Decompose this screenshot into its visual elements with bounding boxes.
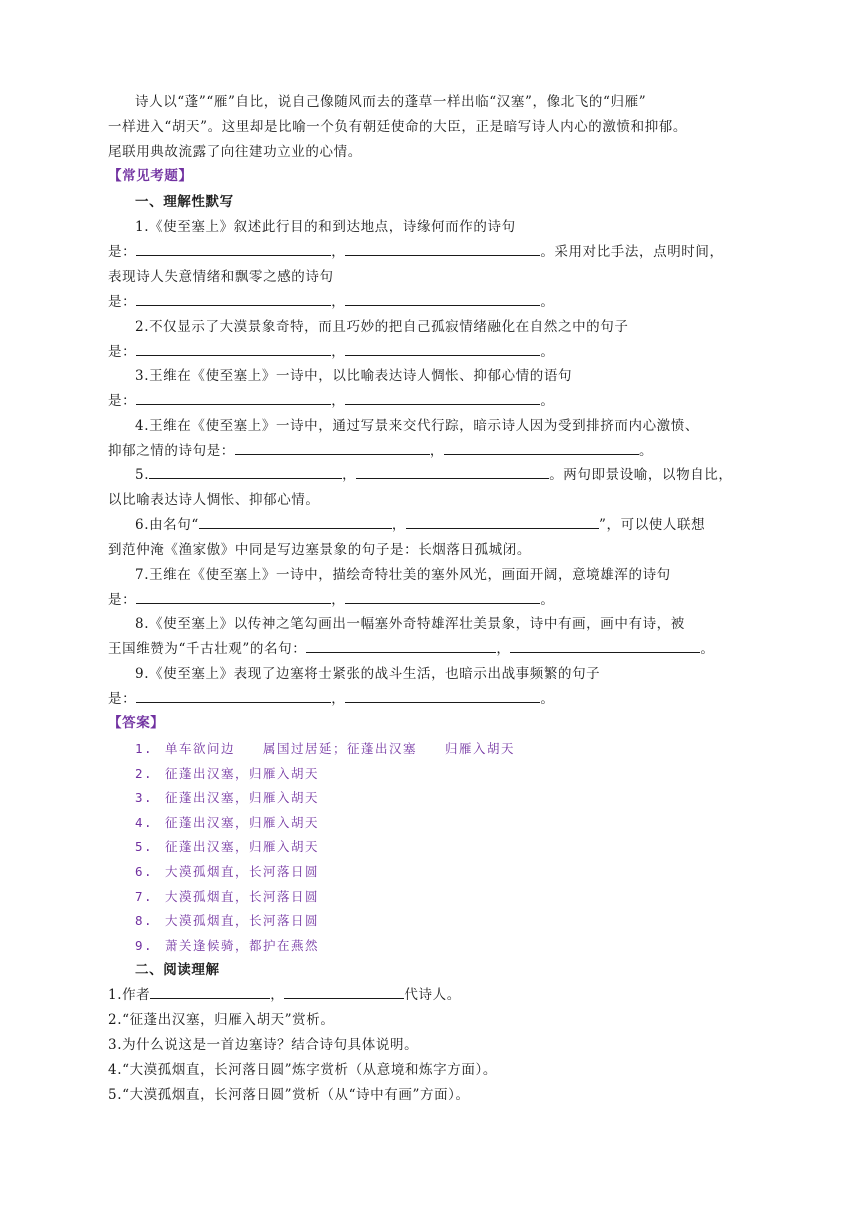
intro-line-1: 诗人以“蓬”“雁”自比，说自己像随风而去的蓬草一样出临“汉塞”，像北飞的“归雁” [135, 94, 647, 110]
answer-heading: 【答案】 [108, 715, 165, 731]
q2-blank-1[interactable] [136, 341, 331, 356]
q9-line-1: 9.《使至塞上》表现了边塞将士紧张的战斗生活，也暗示出战事频繁的句子 [135, 666, 601, 682]
q5-blank-2[interactable] [356, 464, 549, 479]
answer-item [135, 834, 783, 859]
q5-line-1 [135, 463, 733, 483]
q5-line-2: 以比喻表达诗人惆怅、抑郁心情。 [108, 492, 320, 508]
q4-comma: ， [429, 443, 445, 459]
answer-text: 大漠孤烟直，长河落日圆 [165, 888, 320, 904]
q6-line-1 [135, 513, 705, 533]
answer-number: 3. [135, 790, 154, 806]
q3-prefix: 是： [108, 393, 137, 409]
reading-q3: 3.为什么说这是一首边塞诗？结合诗句具体说明。 [108, 1037, 419, 1053]
q6-blank-2[interactable] [406, 514, 599, 529]
q9-suffix: 。 [540, 691, 555, 707]
answer-item [135, 908, 783, 933]
answer-text: 征蓬出汉塞，归雁入胡天 [165, 765, 320, 781]
q8-blank-2[interactable] [510, 638, 700, 653]
q5-suffix: 。两句即景设喻，以物自比， [549, 467, 733, 483]
reading-q1-prefix: 1.作者 [108, 987, 151, 1003]
q1-comma-2: ， [331, 294, 346, 310]
q7-suffix: 。 [540, 592, 555, 608]
q9-line-2 [108, 687, 554, 707]
reading-q4: 4.“大漠孤烟直，长河落日圆”炼字赏析（从意境和炼字方面）。 [108, 1062, 497, 1078]
answer-number: 8. [135, 913, 154, 929]
q7-blank-2[interactable] [345, 589, 540, 604]
q8-blank-1[interactable] [306, 638, 496, 653]
q1-blank-4[interactable] [345, 291, 540, 306]
answer-number: 2. [135, 765, 154, 781]
q6-line-2: 到范仲淹《渔家傲》中同是写边塞景象的句子是：长烟落日孤城闭。 [108, 542, 531, 558]
q4-blank-2[interactable] [444, 440, 639, 455]
answer-item [135, 884, 783, 909]
q4-blank-1[interactable] [235, 440, 430, 455]
reading-q1-blank-1[interactable] [150, 984, 270, 999]
reading-q1 [108, 983, 461, 1003]
answer-text: 大漠孤烟直，长河落日圆 [165, 864, 320, 879]
q2-line-2 [108, 340, 554, 360]
answer-number: 1. [135, 741, 154, 756]
q9-blank-1[interactable] [136, 688, 331, 703]
q2-blank-2[interactable] [345, 341, 540, 356]
q3-blank-1[interactable] [136, 390, 331, 405]
intro-line-3: 尾联用典故流露了向往建功立业的心情。 [108, 144, 362, 160]
reading-q1-suffix: 代诗人。 [404, 987, 461, 1003]
q2-prefix: 是： [108, 344, 137, 360]
answer-number: 9. [135, 937, 154, 953]
answer-number: 7. [135, 888, 154, 904]
answer-item [135, 859, 783, 884]
q8-line-2 [108, 637, 715, 657]
answer-item [135, 933, 783, 958]
q4-prefix: 抑郁之情的诗句是： [108, 443, 235, 459]
q1-prefix-2: 是： [108, 294, 137, 310]
common-questions-heading: 【常见考题】 [108, 168, 193, 184]
reading-q1-comma: ， [270, 987, 285, 1003]
section-2-title: 二、阅读理解 [135, 962, 220, 978]
q2-suffix: 。 [540, 344, 555, 360]
answer-item [135, 736, 783, 761]
reading-q2: 2.“征蓬出汉塞，归雁入胡天”赏析。 [108, 1012, 335, 1028]
answer-text: 征蓬出汉塞，归雁入胡天 [165, 839, 320, 855]
q5-blank-1[interactable] [149, 464, 342, 479]
q4-line-1: 4.王维在《使至塞上》一诗中，通过写景来交代行踪，暗示诗人因为受到排挤而内心激愤、 [135, 418, 699, 434]
answer-text: 单车欲问边 属国过居延；征蓬出汉塞 归雁入胡天 [165, 741, 516, 756]
q7-line-2 [108, 588, 554, 608]
q6-suffix: ”，可以使人联想 [599, 517, 706, 533]
q1-line-1: 1.《使至塞上》叙述此行目的和到达地点，诗缘何而作的诗句 [135, 219, 516, 235]
q1-blank-1[interactable] [136, 241, 331, 256]
q3-line-2 [108, 389, 554, 409]
q5-prefix: 5. [135, 467, 150, 483]
q9-prefix: 是： [108, 691, 137, 707]
intro-line-2: 一样进入“胡天”。这里却是比喻一个负有朝廷使命的大臣，正是暗写诗人内心的激愤和抑郁。 [108, 119, 688, 135]
q1-suffix-2: 。 [540, 294, 555, 310]
q7-line-1: 7.王维在《使至塞上》一诗中，描绘奇特壮美的塞外风光，画面开阔，意境雄浑的诗句 [135, 567, 671, 583]
q3-comma: ， [331, 393, 346, 409]
answer-text: 征蓬出汉塞，归雁入胡天 [165, 814, 320, 830]
q9-comma: ， [331, 691, 346, 707]
section-1-title: 一、理解性默写 [135, 194, 234, 210]
q9-blank-2[interactable] [345, 688, 540, 703]
q6-prefix: 6.由名句“ [135, 517, 199, 533]
q7-blank-1[interactable] [136, 589, 331, 604]
q1-blank-2[interactable] [345, 241, 540, 256]
q8-prefix: 王国维赞为“千古壮观”的名句： [108, 641, 307, 657]
reading-q1-blank-2[interactable] [284, 984, 404, 999]
q7-prefix: 是： [108, 592, 137, 608]
q8-comma: ， [496, 641, 511, 657]
q1-line-2 [108, 240, 724, 260]
q3-blank-2[interactable] [345, 390, 540, 405]
q2-comma: ， [331, 344, 346, 360]
q8-suffix: 。 [700, 641, 715, 657]
answer-text: 大漠孤烟直，长河落日圆 [165, 913, 320, 929]
q3-line-1: 3.王维在《使至塞上》一诗中，以比喻表达诗人惆怅、抑郁心情的语句 [135, 368, 573, 384]
q4-suffix: 。 [639, 443, 654, 459]
answer-number: 6. [135, 864, 154, 879]
q1-prefix: 是： [108, 244, 137, 260]
q7-comma: ， [331, 592, 346, 608]
answer-item [135, 810, 783, 835]
reading-q5: 5.“大漠孤烟直，长河落日圆”赏析（从“诗中有画”方面）。 [108, 1087, 470, 1103]
q2-line-1: 2.不仅显示了大漠景象奇特，而且巧妙的把自己孤寂情绪融化在自然之中的句子 [135, 319, 629, 335]
q1-suffix: 。采用对比手法，点明时间， [540, 244, 724, 260]
q6-comma: ， [391, 517, 406, 533]
q8-line-1: 8.《使至塞上》以传神之笔勾画出一幅塞外奇特雄浑壮美景象，诗中有画，画中有诗，被 [135, 616, 685, 632]
q6-blank-1[interactable] [199, 514, 392, 529]
q3-suffix: 。 [540, 393, 555, 409]
answer-item [135, 785, 783, 810]
q1-line-4 [108, 290, 554, 310]
answer-text: 萧关逢候骑，都护在燕然 [165, 937, 320, 953]
q5-comma: ， [342, 467, 357, 483]
q4-line-2 [108, 439, 653, 459]
q1-blank-3[interactable] [136, 291, 331, 306]
q1-comma: ， [331, 244, 346, 260]
answer-item [135, 761, 783, 786]
q1-line-3: 表现诗人失意情绪和飘零之感的诗句 [108, 269, 334, 285]
answer-text: 征蓬出汉塞，归雁入胡天 [165, 790, 320, 806]
answer-number: 4. [135, 814, 154, 830]
answer-number: 5. [135, 839, 154, 855]
